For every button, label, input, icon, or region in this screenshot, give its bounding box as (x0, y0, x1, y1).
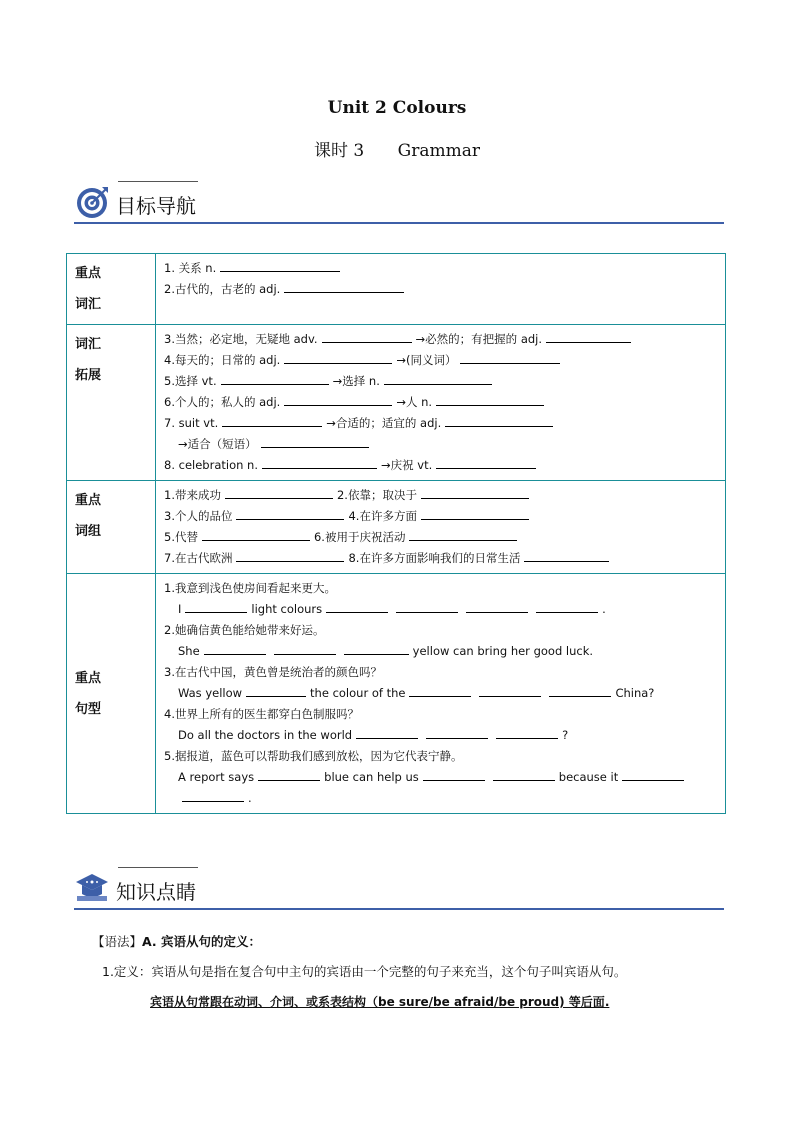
fill-blank[interactable] (284, 280, 404, 293)
line-text: 1. 关系 n. (164, 261, 217, 275)
line-text: →适合（短语） (178, 437, 257, 451)
fill-blank[interactable] (436, 393, 544, 406)
line-text: →必然的；有把握的 adj. (415, 332, 543, 346)
line-text: 5.代替 (164, 530, 198, 544)
fill-blank[interactable] (409, 684, 471, 697)
content-line (164, 746, 717, 767)
fill-blank[interactable] (284, 393, 392, 406)
content-line (164, 371, 717, 392)
line-text: 4.世界上所有的医生都穿白色制服吗？ (164, 707, 359, 721)
fill-blank[interactable] (436, 456, 536, 469)
table-row (67, 481, 726, 574)
fill-blank[interactable] (326, 600, 388, 613)
content-line (164, 506, 717, 527)
line-text: 8. celebration n. (164, 458, 258, 472)
fill-blank[interactable] (384, 372, 492, 385)
fill-blank[interactable] (493, 768, 555, 781)
fill-blank[interactable] (222, 414, 322, 427)
fill-blank[interactable] (185, 600, 247, 613)
fill-blank[interactable] (536, 600, 598, 613)
fill-blank[interactable] (426, 726, 488, 739)
fill-blank[interactable] (236, 549, 344, 562)
content-line (164, 725, 717, 746)
lesson-name: Grammar (397, 141, 480, 161)
fill-blank[interactable] (258, 768, 320, 781)
fill-blank[interactable] (344, 642, 409, 655)
fill-blank[interactable] (322, 330, 412, 343)
fill-blank[interactable] (622, 768, 684, 781)
fill-blank[interactable] (220, 259, 340, 272)
line-text: Was yellow (178, 686, 243, 700)
content-line (164, 279, 717, 300)
row-content (156, 325, 726, 481)
line-text: 7.在古代欧洲 (164, 551, 233, 565)
line-text: 5.选择 vt. (164, 374, 217, 388)
fill-blank[interactable] (261, 435, 369, 448)
category-line: 词组 (75, 524, 102, 539)
fill-blank[interactable] (182, 789, 244, 802)
line-text: 4.每天的；日常的 adj. (164, 353, 281, 367)
fill-blank[interactable] (524, 549, 609, 562)
category-line: 词汇 (75, 297, 102, 312)
fill-blank[interactable] (204, 642, 266, 655)
category-line: 重点 (75, 266, 102, 281)
target-icon (74, 184, 110, 220)
line-text: 4.在许多方面 (348, 509, 417, 523)
fill-blank[interactable] (421, 507, 529, 520)
line-text: 7. suit vt. (164, 416, 219, 430)
line-text: →选择 n. (332, 374, 380, 388)
fill-blank[interactable] (445, 414, 553, 427)
content-line (164, 620, 717, 641)
line-text: China? (615, 686, 655, 700)
content-line (164, 704, 717, 725)
line-text: yellow can bring her good luck. (412, 644, 594, 658)
line-text: 3.在古代中国，黄色曾是统治者的颜色吗？ (164, 665, 382, 679)
grammar-heading-text: A. 宾语从句的定义： (142, 934, 262, 949)
fill-blank[interactable] (221, 372, 329, 385)
fill-blank[interactable] (236, 507, 344, 520)
line-text: 1.我意到浅色使房间看起来更大。 (164, 581, 336, 595)
section-knowledge-title: 知识点睛 (116, 880, 196, 904)
fill-blank[interactable] (284, 351, 392, 364)
fill-blank[interactable] (466, 600, 528, 613)
document-title: Unit 2 Colours (327, 98, 467, 118)
line-text: I (178, 602, 182, 616)
line-text: 6.个人的；私人的 adj. (164, 395, 281, 409)
line-text: →人 n. (396, 395, 433, 409)
line-text: 1.带来成功 (164, 488, 221, 502)
content-line (164, 485, 717, 506)
content-line (164, 258, 717, 279)
line-text: Do all the doctors in the world (178, 728, 353, 742)
line-text: 5.据报道，蓝色可以帮助我们感到放松，因为它代表宁静。 (164, 749, 463, 763)
content-line (164, 788, 717, 809)
line-text: the colour of the (310, 686, 406, 700)
line-text: →庆祝 vt. (381, 458, 433, 472)
grammar-note: 宾语从句常跟在动词、介词、或系表结构（be sure/be afraid/be proud) 等后面. (150, 995, 610, 1009)
content-line (164, 329, 717, 350)
line-text: 2.她确信黄色能给她带来好运。 (164, 623, 325, 637)
fill-blank[interactable] (546, 330, 631, 343)
content-line (164, 662, 717, 683)
fill-blank[interactable] (274, 642, 336, 655)
lesson-subtitle (0, 136, 794, 161)
table-row (67, 254, 726, 325)
content-line (164, 392, 717, 413)
fill-blank[interactable] (479, 684, 541, 697)
fill-blank[interactable] (460, 351, 560, 364)
fill-blank[interactable] (549, 684, 611, 697)
content-line (164, 413, 717, 434)
table-row (67, 325, 726, 481)
content-line (164, 578, 717, 599)
fill-blank[interactable] (396, 600, 458, 613)
line-text: 2.古代的，古老的 adj. (164, 282, 281, 296)
fill-blank[interactable] (202, 528, 310, 541)
line-text: 3.个人的品位 (164, 509, 233, 523)
graduation-cap-icon (74, 870, 110, 906)
category-line: 拓展 (75, 368, 102, 383)
section-knowledge-header (74, 870, 724, 910)
section-goals-header (74, 184, 724, 224)
line-text: because it (558, 770, 619, 784)
row-content (156, 574, 726, 814)
category-line: 句型 (75, 701, 102, 717)
row-category (67, 574, 156, 814)
fill-blank[interactable] (423, 768, 485, 781)
fill-blank[interactable] (409, 528, 517, 541)
line-text: A report says (178, 770, 255, 784)
category-line: 重点 (75, 670, 102, 686)
fill-blank[interactable] (262, 456, 377, 469)
content-line (164, 548, 717, 569)
line-text: →合适的；适宜的 adj. (326, 416, 442, 430)
grammar-definition: 1.定义：宾语从句是指在复合句中主句的宾语由一个完整的句子来充当，这个句子叫宾语从句。 (102, 964, 627, 979)
grammar-heading (92, 932, 792, 950)
content-line (164, 434, 717, 455)
fill-blank[interactable] (246, 684, 306, 697)
table-row (67, 574, 726, 814)
line-text: 8.在许多方面影响我们的日常生活 (348, 551, 521, 565)
content-line (164, 455, 717, 476)
lesson-number: 课时 3 (314, 141, 365, 161)
content-line (164, 641, 717, 662)
line-text: She (178, 644, 200, 658)
content-line (164, 527, 717, 548)
row-content (156, 254, 726, 325)
category-line: 词汇 (75, 337, 102, 352)
row-category (67, 325, 156, 481)
vocab-table (66, 253, 726, 814)
content-line (164, 599, 717, 620)
fill-blank[interactable] (496, 726, 558, 739)
content-line (164, 767, 717, 788)
line-text: . (602, 602, 606, 616)
fill-blank[interactable] (356, 726, 418, 739)
row-category (67, 481, 156, 574)
content-line (164, 683, 717, 704)
fill-blank[interactable] (421, 486, 529, 499)
section-goals-title: 目标导航 (116, 194, 196, 218)
fill-blank[interactable] (225, 486, 333, 499)
line-text: 2.依靠；取决于 (336, 488, 417, 502)
category-line: 重点 (75, 493, 102, 508)
line-text: blue can help us (324, 770, 419, 784)
row-category (67, 254, 156, 325)
line-text: light colours (251, 602, 323, 616)
line-text: 6.被用于庆祝活动 (313, 530, 406, 544)
line-text: . (248, 791, 252, 805)
row-content (156, 481, 726, 574)
grammar-tag: 【语法】 (92, 934, 143, 949)
line-text: →(同义词） (396, 353, 457, 367)
line-text: ? (562, 728, 569, 742)
content-line (164, 350, 717, 371)
line-text: 3.当然；必定地，无疑地 adv. (164, 332, 318, 346)
